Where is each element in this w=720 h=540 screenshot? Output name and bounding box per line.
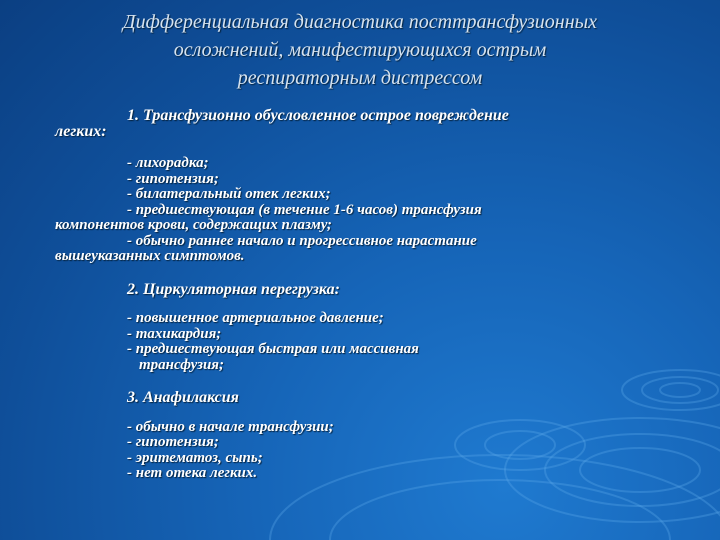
section1-item-onset: - обычно раннее начало и прогрессивное нарастание (127, 232, 477, 249)
section3-item-rash: - эритематоз, сыпь; (127, 449, 263, 466)
section2-item-transfusion-cont: трансфузия; (139, 356, 225, 373)
section1-item-edema: - билатеральный отек легких; (127, 186, 331, 202)
section1-heading-cont: легких: (55, 122, 107, 140)
section1-item-fever: - лихорадка; (127, 155, 209, 171)
section3-item-no-edema: - нет отека легких. (127, 465, 258, 481)
section3-item-hypotension: - гипотензия; (127, 434, 219, 450)
title-line-2: осложнений, манифестирующихся острым (173, 39, 547, 61)
section1-item-onset-cont: вышеуказанных симптомов. (55, 248, 245, 264)
section2-heading: 2. Циркуляторная перегрузка: (127, 280, 340, 298)
title-line-3: респираторным дистрессом (237, 67, 483, 89)
section1-item-transfusion: - предшествующая (в течение 1-6 часов) трансфузия (127, 201, 482, 218)
section1-item-transfusion-cont: компонентов крови, содержащих плазму; (55, 217, 332, 233)
section2-item-tachycardia: - тахикардия; (127, 325, 222, 342)
section3-item-onset: - обычно в начале трансфузии; (127, 418, 334, 435)
section2-item-pressure: - повышенное артериальное давление; (127, 310, 384, 326)
section3-heading: 3. Анафилаксия (127, 389, 239, 406)
slide-content (55, 108, 655, 482)
title-line-1: Дифференциальная диагностика посттрансфузионных (122, 11, 598, 33)
section1-item-hypotension: - гипотензия; (127, 170, 219, 187)
slide-title (40, 8, 680, 92)
section2-item-transfusion: - предшествующая быстрая или массивная (127, 341, 419, 357)
section1-heading: 1. Трансфузионно обусловленное острое повреждение (127, 107, 509, 124)
